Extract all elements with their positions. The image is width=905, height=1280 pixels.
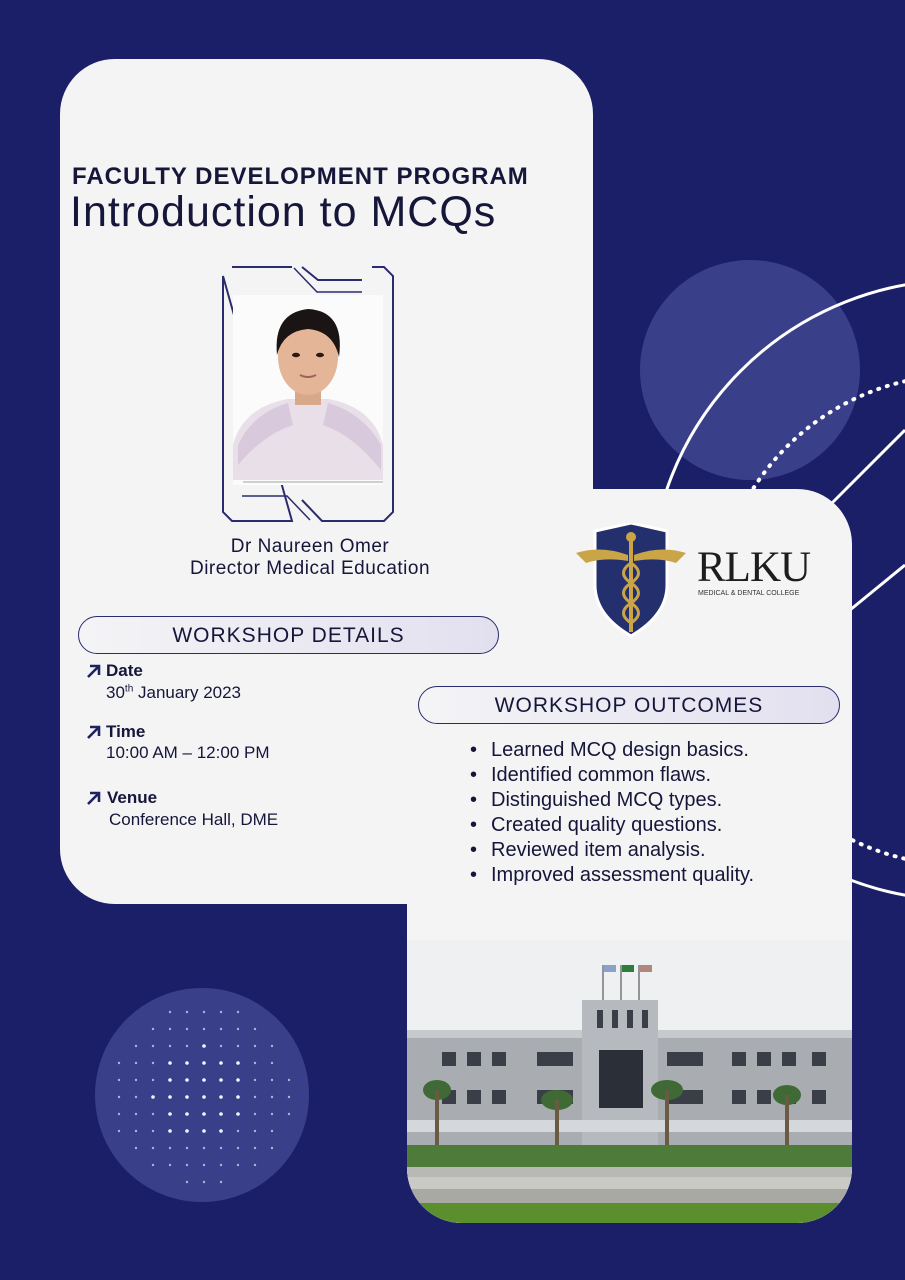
decor-dot (152, 1079, 154, 1081)
venue-label: Venue (107, 788, 158, 807)
decor-dot (254, 1147, 256, 1149)
decor-dot (169, 1045, 171, 1047)
decor-dot (219, 1095, 223, 1099)
decor-dot (271, 1079, 273, 1081)
decor-dot (185, 1129, 189, 1133)
decor-dot (168, 1061, 172, 1065)
program-heading: FACULTY DEVELOPMENT PROGRAM (72, 163, 529, 190)
date-value: 30th January 2023 (106, 683, 242, 702)
decor-dot (135, 1096, 137, 1098)
decor-dot (254, 1062, 256, 1064)
campus-building-photo (407, 940, 852, 1223)
arrow-up-right-icon (86, 663, 102, 679)
decor-dot (202, 1078, 206, 1082)
decor-dot (203, 1164, 205, 1166)
decor-dot (185, 1078, 189, 1082)
decor-dot (168, 1129, 172, 1133)
decor-dot (236, 1112, 240, 1116)
decor-dot (254, 1096, 256, 1098)
workshop-outcomes-heading: WORKSHOP OUTCOMES (418, 686, 840, 724)
decor-dot (169, 1147, 171, 1149)
decor-dot (271, 1147, 273, 1149)
decor-dot (169, 1028, 171, 1030)
decor-dot (186, 1011, 188, 1013)
decor-dot (135, 1130, 137, 1132)
decor-dot (185, 1095, 189, 1099)
decor-line-1 (830, 430, 905, 505)
decor-dot (220, 1181, 222, 1183)
decor-dot (202, 1129, 206, 1133)
decor-dot (236, 1061, 240, 1065)
outcome-item: • Identified common flaws. (470, 763, 754, 788)
decor-dot (220, 1164, 222, 1166)
decor-dot (237, 1028, 239, 1030)
decor-dot (203, 1028, 205, 1030)
decor-dot (220, 1011, 222, 1013)
decor-dot (186, 1045, 188, 1047)
page-title: Introduction to MCQs (70, 188, 497, 236)
decor-dot (151, 1095, 155, 1099)
arrow-up-right-icon (86, 724, 102, 740)
decor-dot (118, 1113, 120, 1115)
decor-dot (254, 1045, 256, 1047)
decor-dot (152, 1062, 154, 1064)
decor-dot (220, 1147, 222, 1149)
decor-dot (254, 1113, 256, 1115)
decor-dot (135, 1147, 137, 1149)
decor-dot (135, 1079, 137, 1081)
decor-dot (202, 1095, 206, 1099)
decor-dot (168, 1112, 172, 1116)
decor-dot (220, 1045, 222, 1047)
decor-dot (186, 1181, 188, 1183)
decor-dot (202, 1112, 206, 1116)
decor-dot (186, 1147, 188, 1149)
outcomes-list (470, 738, 754, 888)
outcome-item: • Distinguished MCQ types. (470, 788, 754, 813)
decor-dot (220, 1028, 222, 1030)
decor-dot (254, 1028, 256, 1030)
decor-dot (271, 1130, 273, 1132)
arrow-up-right-icon (86, 790, 102, 806)
decor-dot (271, 1096, 273, 1098)
decor-dot (203, 1011, 205, 1013)
decor-dot (237, 1130, 239, 1132)
decor-dot (168, 1078, 172, 1082)
decor-dot (152, 1164, 154, 1166)
outcome-item: • Created quality questions. (470, 813, 754, 838)
college-logo (576, 523, 821, 638)
decor-dot (237, 1164, 239, 1166)
decor-dot (118, 1096, 120, 1098)
decor-dot (152, 1045, 154, 1047)
logo-subtitle: MEDICAL & DENTAL COLLEGE (698, 590, 800, 597)
venue-value: Conference Hall, DME (109, 810, 279, 829)
speaker-photo (233, 295, 383, 485)
decor-dot (219, 1078, 223, 1082)
decor-dot (186, 1164, 188, 1166)
decor-circle-bottom (95, 988, 309, 1202)
decor-dot (152, 1028, 154, 1030)
decor-dot (254, 1164, 256, 1166)
date-label: Date (106, 661, 143, 680)
decor-dot (271, 1062, 273, 1064)
decor-dot (236, 1095, 240, 1099)
decor-dot (118, 1079, 120, 1081)
decor-dot (152, 1130, 154, 1132)
decor-dot (169, 1164, 171, 1166)
decor-dot (203, 1181, 205, 1183)
decor-line-2 (850, 565, 905, 610)
time-value: 10:00 AM – 12:00 PM (106, 743, 270, 762)
decor-dot (237, 1011, 239, 1013)
decor-dot (236, 1078, 240, 1082)
time-label: Time (106, 722, 146, 741)
outcome-item: • Improved assessment quality. (470, 863, 754, 888)
decor-dot (219, 1112, 223, 1116)
decor-dot (135, 1062, 137, 1064)
decor-dot (271, 1045, 273, 1047)
decor-dot (135, 1113, 137, 1115)
decor-dot (219, 1129, 223, 1133)
decor-dot (254, 1079, 256, 1081)
workshop-details-heading: WORKSHOP DETAILS (78, 616, 499, 654)
decor-dot (271, 1113, 273, 1115)
decor-dot (135, 1045, 137, 1047)
decor-dot (254, 1130, 256, 1132)
decor-dot (186, 1028, 188, 1030)
decor-dot (118, 1062, 120, 1064)
decor-dot (219, 1061, 223, 1065)
decor-dot (152, 1147, 154, 1149)
decor-dot (185, 1061, 189, 1065)
caduceus-shield-icon (576, 523, 696, 638)
speaker-name: Dr Naureen Omer (230, 536, 390, 557)
decor-dot (288, 1096, 290, 1098)
decor-dot (237, 1147, 239, 1149)
decor-dot (288, 1079, 290, 1081)
decor-circle-top (640, 260, 860, 480)
decor-dot (118, 1130, 120, 1132)
decor-dot (202, 1044, 206, 1048)
decor-dot (237, 1045, 239, 1047)
decor-dot (169, 1011, 171, 1013)
logo-name: RLKU (697, 544, 811, 591)
speaker-role: Director Medical Education (189, 558, 431, 579)
decor-dot (202, 1061, 206, 1065)
decor-dot (288, 1113, 290, 1115)
outcome-item: • Reviewed item analysis. (470, 838, 754, 863)
decor-dot (152, 1113, 154, 1115)
outcome-item: • Learned MCQ design basics. (470, 738, 754, 763)
decor-dot (203, 1147, 205, 1149)
decor-dot (185, 1112, 189, 1116)
decor-dot (168, 1095, 172, 1099)
